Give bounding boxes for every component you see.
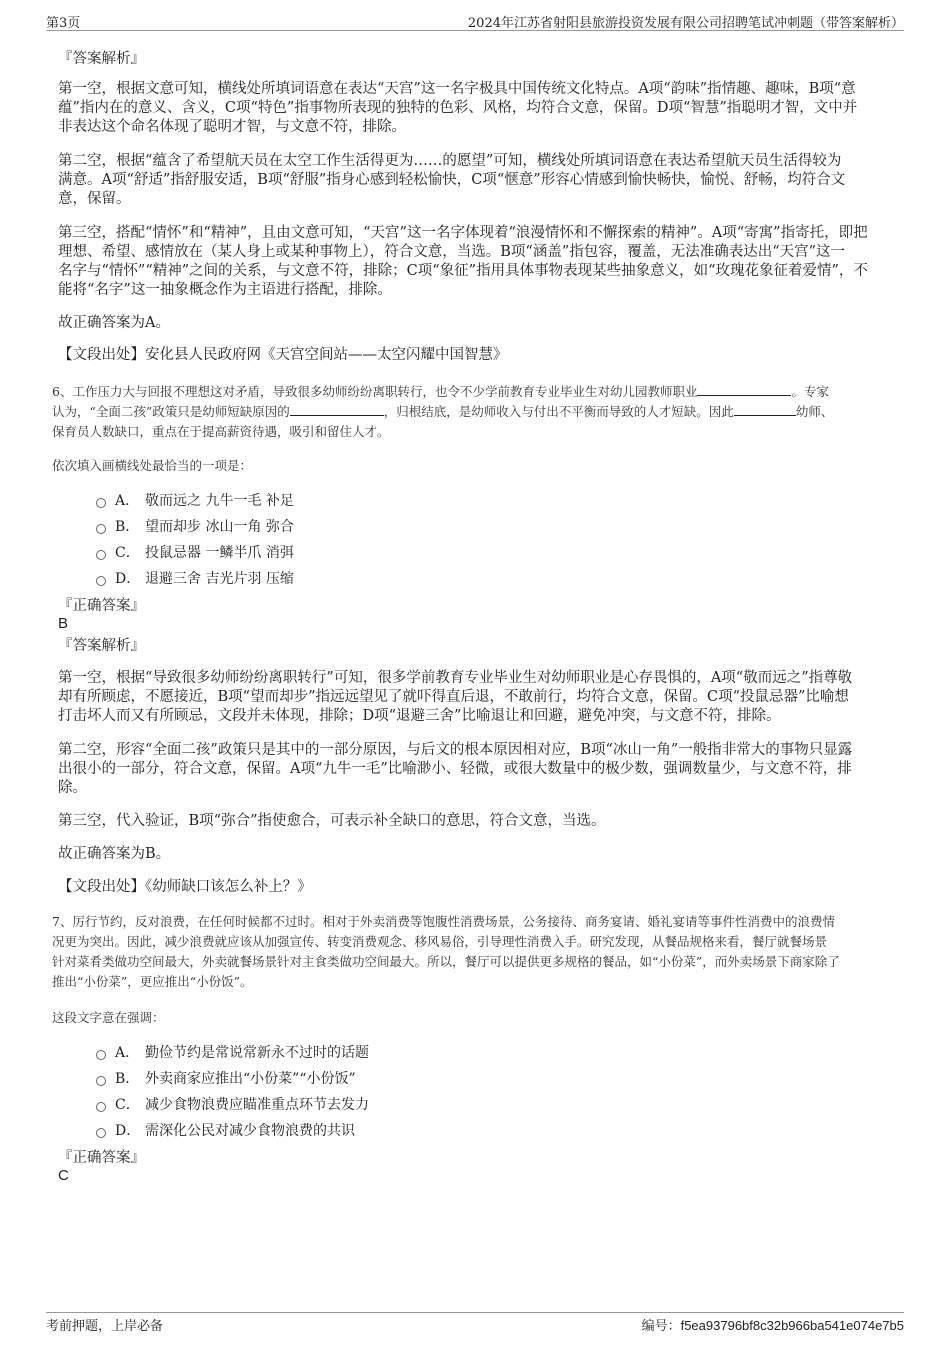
- blank-line: [734, 403, 796, 416]
- option-letter: A．: [115, 493, 140, 509]
- question-prompt: 依次填入画横线处最恰当的一项是：: [52, 458, 253, 473]
- question-stem: [52, 382, 898, 401]
- code-label: 编号：: [641, 1319, 681, 1334]
- document-code: [642, 1315, 904, 1334]
- radio-icon[interactable]: [96, 498, 106, 508]
- option-b[interactable]: [96, 1068, 356, 1088]
- page-footer: [46, 1312, 904, 1333]
- option-letter: C．: [115, 545, 140, 561]
- question-stem: 保育员人数缺口，重点在于提高薪资待遇，吸引和留住人才。: [52, 424, 390, 439]
- option-text: 外卖商家应推出“小份菜”“小份饭”: [145, 1071, 356, 1087]
- answer-label: 『正确答案』: [58, 598, 145, 614]
- option-letter: B．: [115, 519, 140, 535]
- q5-analysis-line: 理想、希望、感情放在（某人身上或某种事物上），符合文意，当选。B项“涵盖”指包容，覆盖，无法准确表达出“天宫”这一: [58, 244, 846, 260]
- radio-icon[interactable]: [96, 1128, 106, 1138]
- option-letter: C．: [115, 1097, 140, 1113]
- option-c[interactable]: [96, 542, 294, 562]
- q6-analysis-line: 除。: [58, 780, 87, 796]
- q5-analysis-line: 蕴”指内在的意义、含义，C项“特色”指事物所表现的独特的色彩、风格，均符合文意，保留。D项“智慧”指聪明才智，文中并: [58, 100, 858, 116]
- option-letter: A．: [115, 1045, 140, 1061]
- q5-analysis-line: 第一空，根据文意可知，横线处所填词语意在表达“天宫”这一名字极具中国传统文化特点。A项“韵味”指情趣、趣味，B项“意: [58, 81, 856, 97]
- code-value: f5ea93796bf8c32b966ba541e074e7b5: [680, 1318, 904, 1333]
- source-citation: 【文段出处】《幼师缺口该怎么补上？》: [58, 879, 312, 895]
- option-text: 勤俭节约是常说常新永不过时的话题: [145, 1045, 369, 1061]
- option-letter: B．: [115, 1071, 140, 1087]
- q6-analysis-line: 出很小的一部分，符合文意，保留。A项“九牛一毛”比喻渺小、轻微，或很大数量中的极少数，强调数量少，与文意不符，排: [58, 761, 852, 777]
- radio-icon[interactable]: [96, 550, 106, 560]
- option-b[interactable]: [96, 516, 294, 536]
- q5-analysis-line: 第二空，根据“蕴含了希望航天员在太空工作生活得更为……的愿望”可知，横线处所填词语意在表达希望航天员生活得较为: [58, 153, 842, 169]
- stem-text: 。专家: [791, 384, 829, 399]
- q6-analysis-line: 却有所顾虑，不愿接近，B项“望而却步”指远远望见了就吓得直后退，不敢前行，均符合文意，保留。C项“投鼠忌器”比喻想: [58, 689, 849, 705]
- source-citation: 【文段出处】安化县人民政府网《天宫空间站——太空闪耀中国智慧》: [58, 347, 508, 363]
- question-stem: 推出“小份菜”，更应推出“小份饭”。: [52, 974, 253, 989]
- question-stem: 况更为突出。因此，减少浪费就应该从加强宣传、转变消费观念、移风易俗，引导理性消费入手。研究发现，从餐品规格来看，餐厅就餐场景: [52, 934, 828, 949]
- option-text: 退避三舍 吉光片羽 压缩: [145, 571, 294, 587]
- option-d[interactable]: [96, 1120, 355, 1140]
- radio-icon[interactable]: [96, 576, 106, 586]
- radio-icon[interactable]: [96, 524, 106, 534]
- option-text: 减少食物浪费应瞄准重点环节去发力: [145, 1097, 369, 1113]
- stem-text: 6、工作压力大与回报不理想这对矛盾，导致很多幼师纷纷离职转行，也令不少学前教育专业毕业生对幼儿园教师职业: [52, 384, 698, 399]
- radio-icon[interactable]: [96, 1050, 106, 1060]
- question-stem: [52, 402, 898, 421]
- option-text: 投鼠忌器 一鳞半爪 消弭: [145, 545, 294, 561]
- option-text: 望而却步 冰山一角 弥合: [145, 519, 294, 535]
- option-text: 敬而远之 九牛一毛 补足: [145, 493, 294, 509]
- q5-analysis-line: 非表达这个命名体现了聪明才智，与文意不符，排除。: [58, 119, 406, 135]
- page-number: 第3页: [46, 16, 81, 31]
- radio-icon[interactable]: [96, 1076, 106, 1086]
- blank-line: [290, 403, 384, 416]
- stem-text: ，归根结底，是幼师收入与付出不平衡而导致的人才短缺。因此: [383, 404, 734, 419]
- q6-analysis-line: 打击坏人而又有所顾忌，文段并未体现，排除；D项“退避三舍”比喻退让和回避，避免冲突，与文意不符，排除。: [58, 708, 781, 724]
- q5-analysis-line: 满意。A项“舒适”指舒服安适，B项“舒服”指身心感到轻松愉快，C项“惬意”形容心情感到愉快畅快，愉悦、舒畅，均符合文: [58, 172, 846, 188]
- question-prompt: 这段文字意在强调：: [52, 1010, 165, 1025]
- q6-analysis-line: 第二空，形容“全面二孩”政策只是其中的一部分原因，与后文的根本原因相对应，B项“冰山一角”一般指非常大的事物只显露: [58, 742, 853, 758]
- page-header: [46, 10, 904, 31]
- analysis-label: 『答案解析』: [58, 51, 145, 67]
- option-a[interactable]: [96, 490, 294, 510]
- conclusion: 故正确答案为A。: [58, 315, 170, 331]
- analysis-label: 『答案解析』: [58, 638, 145, 654]
- option-c[interactable]: [96, 1094, 369, 1114]
- stem-text: 认为，“全面二孩”政策只是幼师短缺原因的: [52, 404, 290, 419]
- q5-analysis-line: 能将“名字”这一抽象概念作为主语进行搭配，排除。: [58, 282, 392, 298]
- option-d[interactable]: [96, 568, 294, 588]
- answer-label: 『正确答案』: [58, 1150, 145, 1166]
- option-letter: D．: [115, 571, 141, 587]
- answer-value: B: [58, 615, 69, 632]
- answer-value: C: [58, 1167, 69, 1184]
- q6-analysis-line: 第一空，根据“导致很多幼师纷纷离职转行”可知，很多学前教育专业毕业生对幼师职业是心存畏惧的，A项“敬而远之”指尊敬: [58, 670, 853, 686]
- q6-analysis-line: 第三空，代入验证，B项“弥合”指使愈合，可表示补全缺口的意思，符合文意，当选。: [58, 813, 606, 829]
- option-text: 需深化公民对减少食物浪费的共识: [145, 1123, 355, 1139]
- q5-analysis-line: 意，保留。: [58, 191, 131, 207]
- option-a[interactable]: [96, 1042, 369, 1062]
- footer-motto: 考前押题，上岸必备: [46, 1319, 164, 1334]
- stem-text: 幼师、: [795, 404, 834, 419]
- conclusion: 故正确答案为B。: [58, 846, 171, 862]
- q5-analysis-line: 名字与“情怀”“精神”之间的关系，与文意不符，排除；C项“象征”指用具体事物表现某些抽象意义，如“玫瑰花象征着爱情”，不: [58, 263, 868, 279]
- option-letter: D．: [115, 1123, 141, 1139]
- q5-analysis-line: 第三空，搭配“情怀”和“精神”，且由文意可知，“天宫”这一名字体现着“浪漫情怀和不懈探索的精神”。A项“寄寓”指寄托，即把: [58, 225, 868, 241]
- question-stem: 7、厉行节约，反对浪费，在任何时候都不过时。相对于外卖消费等饱腹性消费场景，公务接待、商务宴请、婚礼宴请等事件性消费中的浪费情: [52, 914, 835, 929]
- blank-line: [697, 383, 791, 396]
- question-stem: 针对菜肴类做功空间最大，外卖就餐场景针对主食类做功空间最大。所以，餐厅可以提供更多规格的餐品，如“小份菜”，而外卖场景下商家除了: [52, 954, 840, 969]
- document-title: 2024年江苏省射阳县旅游投资发展有限公司招聘笔试冲刺题（带答案解析）: [467, 16, 904, 31]
- radio-icon[interactable]: [96, 1102, 106, 1112]
